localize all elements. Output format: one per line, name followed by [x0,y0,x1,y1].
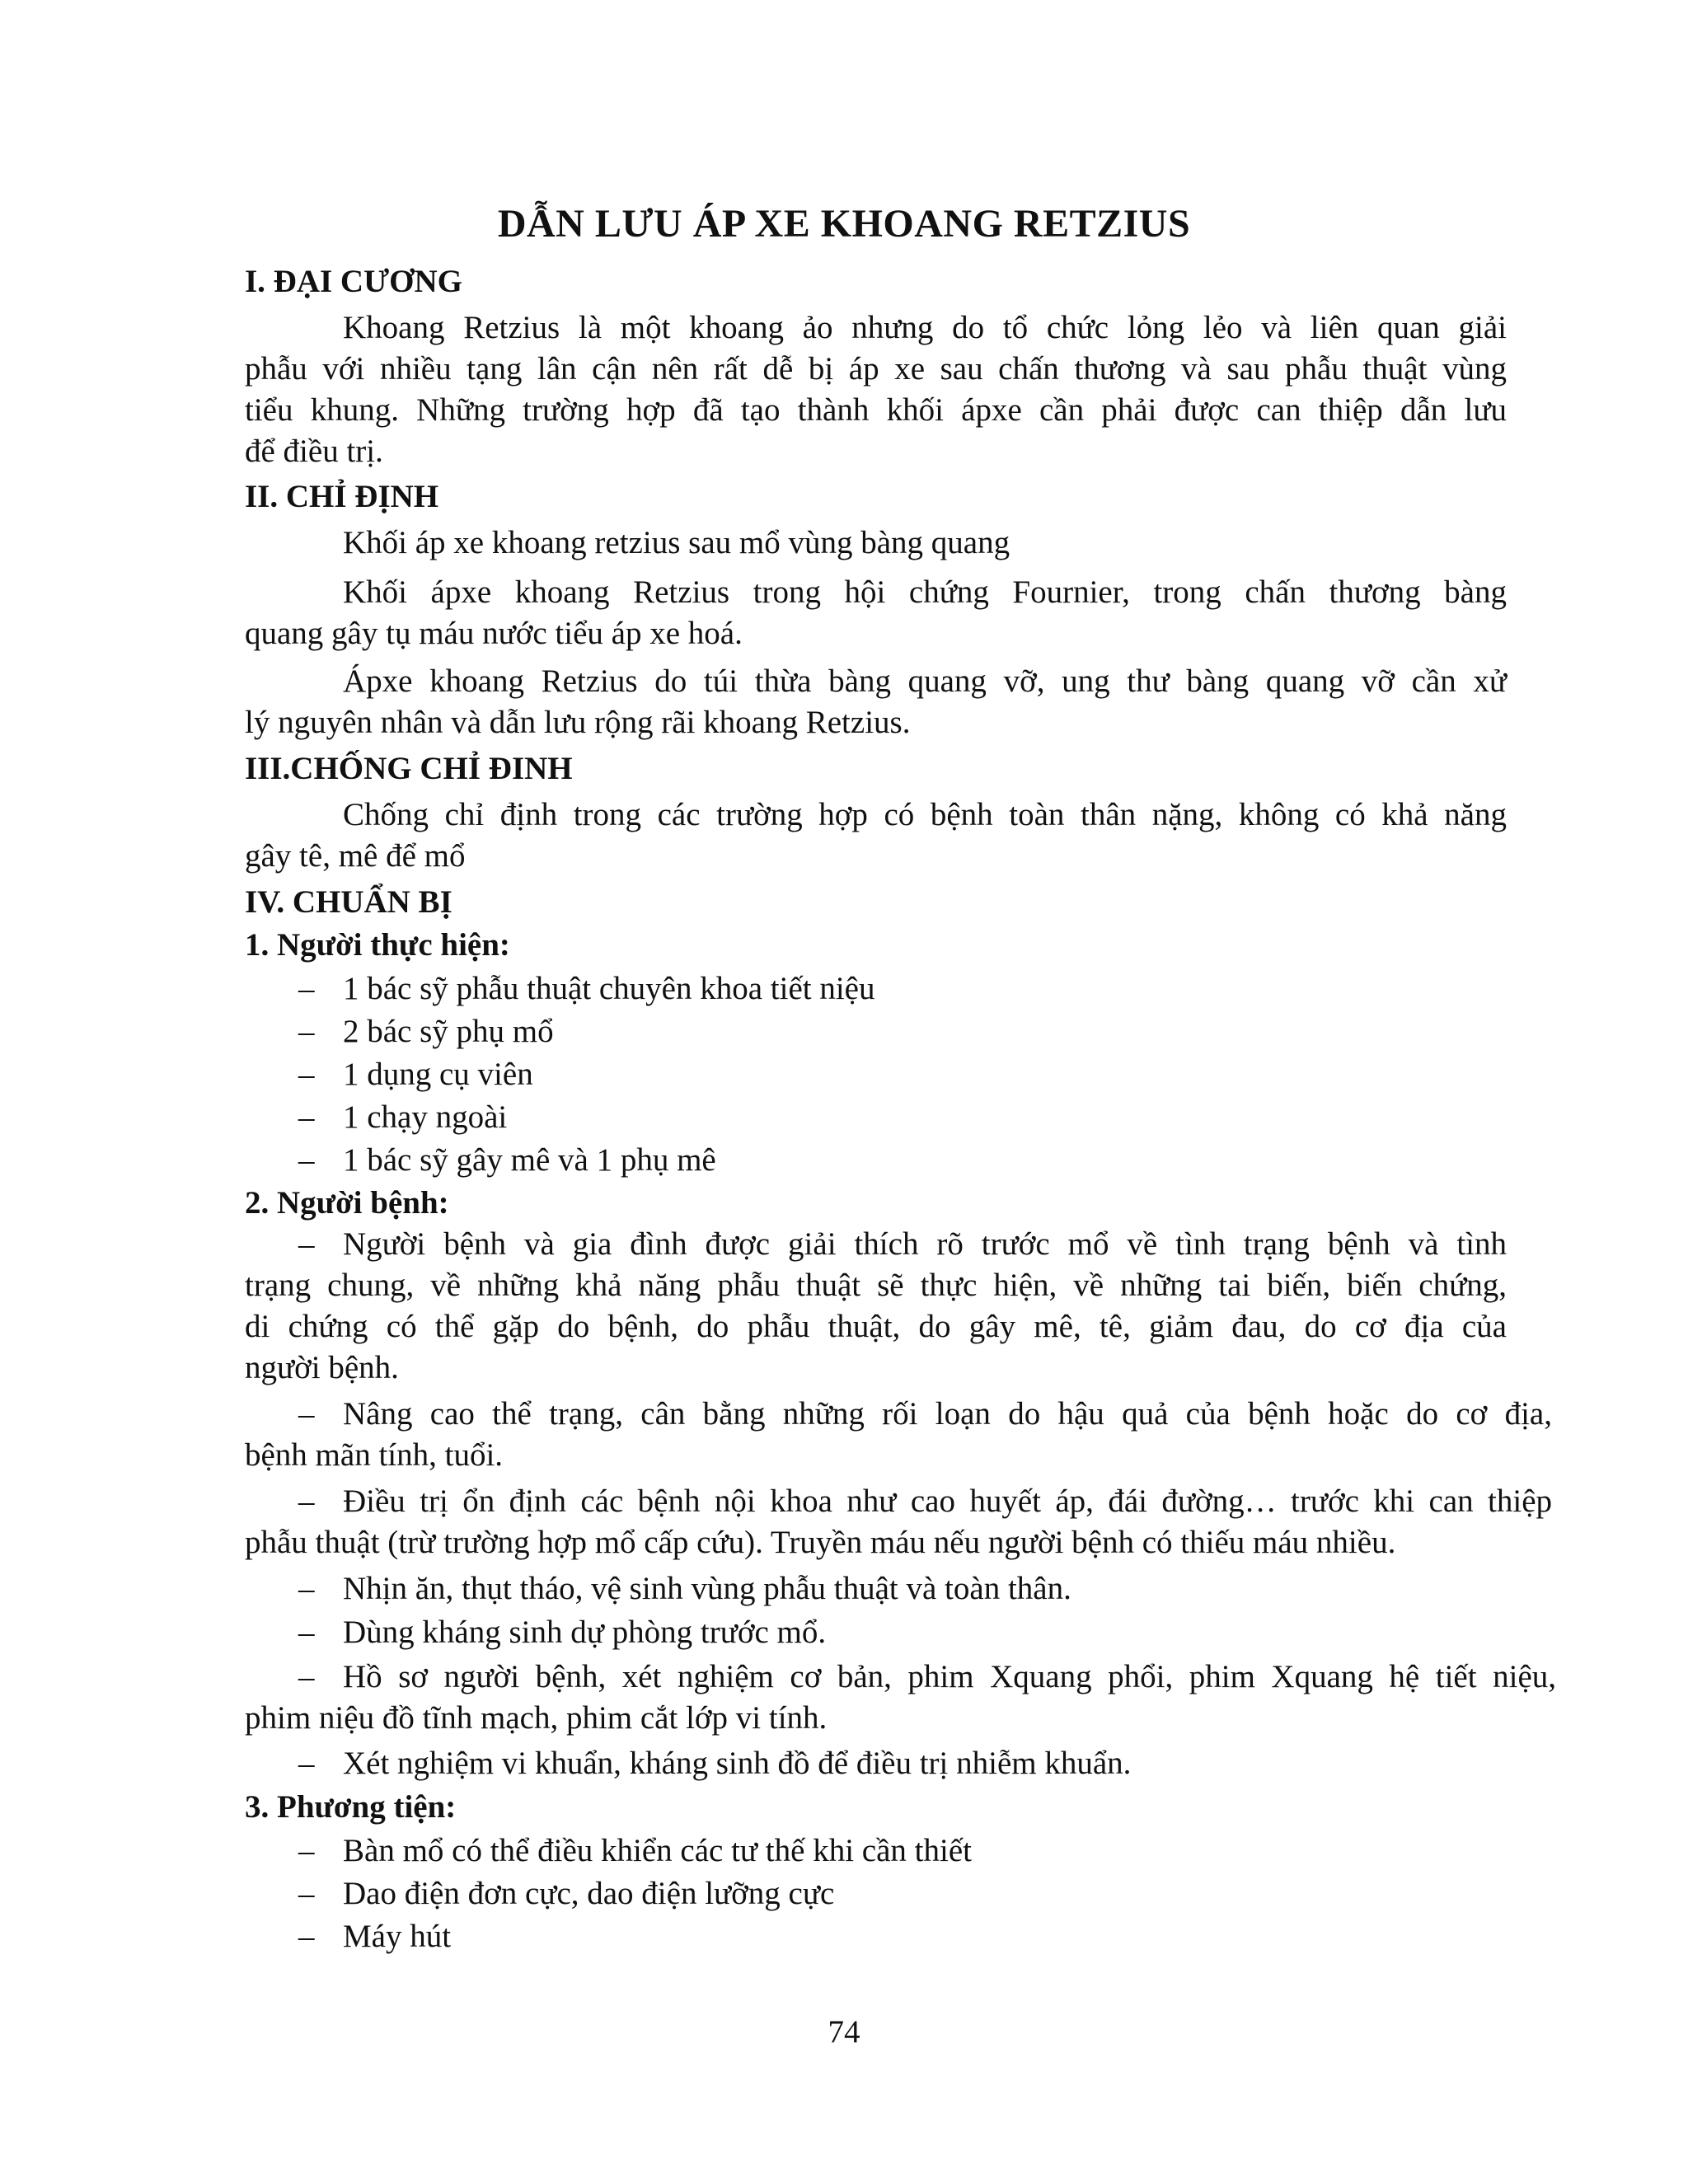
bullet-dash: – [298,1876,315,1911]
list-item: 1 bác sỹ gây mê và 1 phụ mê [343,1142,716,1178]
list-item-line: phim niệu đồ tĩnh mạch, phim cắt lớp vi tính. [245,1700,828,1736]
list-item-line: trạng chung, về những khả năng phẫu thuật sẽ thực hiện, về những tai biến, biến chứng, [245,1268,1507,1303]
bullet-dash: – [298,971,315,1006]
list-item-line: Điều trị ổn định các bệnh nội khoa như cao huyết áp, đái đường… trước khi can thiệp [343,1483,1552,1519]
bullet-dash: – [298,1615,315,1650]
list-item-line: người bệnh. [245,1350,399,1385]
paragraph-line: Chống chỉ định trong các trường hợp có bệnh toàn thân nặng, không có khả năng [343,797,1507,832]
list-item: Bàn mổ có thể điều khiển các tư thế khi cần thiết [343,1833,972,1868]
bullet-dash: – [298,1919,315,1954]
bullet-dash: – [298,1226,315,1262]
list-item: Máy hút [343,1919,452,1954]
paragraph-line: gây tê, mê để mổ [245,838,466,874]
paragraph-line: Khối ápxe khoang Retzius trong hội chứng Fournier, trong chấn thương bàng [343,574,1507,610]
bullet-dash: – [298,1571,315,1606]
list-item-line: Nâng cao thể trạng, cân bằng những rối loạn do hậu quả của bệnh hoặc do cơ địa, [343,1396,1552,1432]
list-item-line: phẫu thuật (trừ trường hợp mổ cấp cứu). Truyền máu nếu người bệnh có thiếu máu nhiều. [245,1525,1396,1560]
section-heading-contraindications: III.CHỐNG CHỈ ĐINH [245,751,573,786]
list-item-line: di chứng có thể gặp do bệnh, do phẫu thuật, do gây mê, tê, giảm đau, do cơ địa của [245,1309,1507,1344]
list-item-line: Hồ sơ người bệnh, xét nghiệm cơ bản, phim Xquang phổi, phim Xquang hệ tiết niệu, [343,1659,1556,1694]
list-item: 1 dụng cụ viên [343,1057,533,1092]
list-item-line: Người bệnh và gia đình được giải thích rõ trước mổ về tình trạng bệnh và tình [343,1226,1507,1262]
list-item: Xét nghiệm vi khuẩn, kháng sinh đồ để điều trị nhiễm khuẩn. [343,1746,1132,1781]
paragraph-line: phẫu với nhiều tạng lân cận nên rất dễ bị áp xe sau chấn thương và sau phẫu thuật vùng [245,351,1507,387]
bullet-dash: – [298,1014,315,1049]
list-item: 1 chạy ngoài [343,1099,508,1135]
subsection-heading-patient: 2. Người bệnh: [245,1185,449,1221]
subsection-heading-performers: 1. Người thực hiện: [245,927,510,963]
section-heading-indications: II. CHỈ ĐỊNH [245,479,439,514]
list-item: 1 bác sỹ phẫu thuật chuyên khoa tiết niệu [343,971,875,1006]
paragraph-line: Ápxe khoang Retzius do túi thừa bàng quang vỡ, ung thư bàng quang vỡ cần xử [343,663,1507,699]
bullet-dash: – [298,1142,315,1178]
bullet-dash: – [298,1483,315,1519]
paragraph-line: quang gây tụ máu nước tiểu áp xe hoá. [245,616,743,651]
bullet-dash: – [298,1746,315,1781]
page-title: DẪN LƯU ÁP XE KHOANG RETZIUS [497,202,1191,246]
paragraph-line: tiểu khung. Những trường hợp đã tạo thành khối ápxe cần phải được can thiệp dẫn lưu [245,392,1507,428]
bullet-dash: – [298,1396,315,1432]
paragraph-line: Khoang Retzius là một khoang ảo nhưng do tổ chức lỏng lẻo và liên quan giải [343,310,1507,345]
bullet-dash: – [298,1833,315,1868]
list-item-line: bệnh mãn tính, tuổi. [245,1437,504,1473]
list-item: 2 bác sỹ phụ mổ [343,1014,554,1049]
paragraph-line: Khối áp xe khoang retzius sau mổ vùng bàng quang [343,525,1010,560]
paragraph-line: để điều trị. [245,434,383,469]
paragraph-line: lý nguyên nhân và dẫn lưu rộng rãi khoang Retzius. [245,705,911,740]
section-heading-preparation: IV. CHUẨN BỊ [245,884,452,920]
subsection-heading-equipment: 3. Phương tiện: [245,1789,457,1825]
list-item: Dao điện đơn cực, dao điện lưỡng cực [343,1876,835,1911]
bullet-dash: – [298,1659,315,1694]
page-number: 74 [828,2014,860,2050]
bullet-dash: – [298,1099,315,1135]
bullet-dash: – [298,1057,315,1092]
list-item: Nhịn ăn, thụt tháo, vệ sinh vùng phẫu thuật và toàn thân. [343,1571,1071,1606]
list-item: Dùng kháng sinh dự phòng trước mổ. [343,1615,827,1650]
section-heading-general: I. ĐẠI CƯƠNG [245,264,462,299]
